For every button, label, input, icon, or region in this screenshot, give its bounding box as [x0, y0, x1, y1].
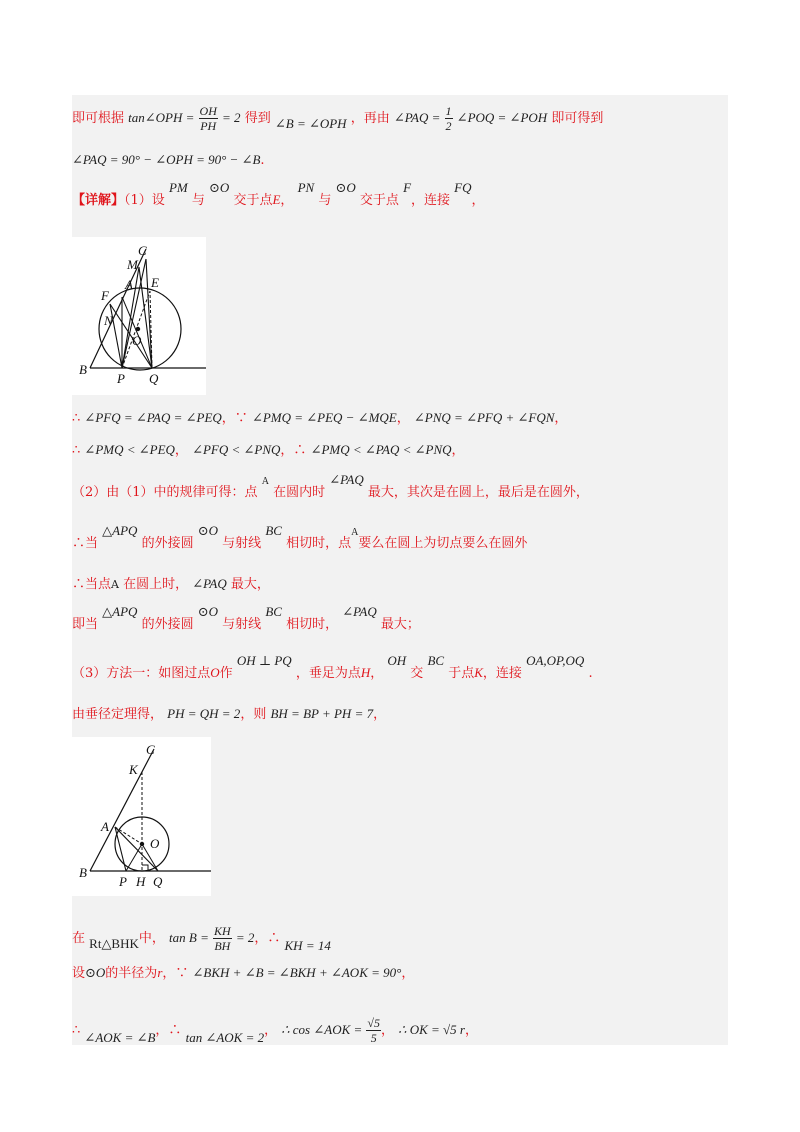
text: 于点 — [448, 666, 475, 681]
text: ，∵ — [162, 966, 189, 981]
text: ， — [280, 193, 294, 208]
text: （1）设 — [124, 193, 165, 208]
text: 相切时，点 — [286, 536, 352, 551]
text-line-3 — [72, 180, 728, 209]
text: ，连接 — [482, 666, 522, 681]
text: ，∴ — [280, 443, 307, 458]
text: 由垂径定理得， — [72, 707, 164, 722]
math: KH = 14 — [284, 938, 331, 953]
text: ， — [370, 666, 384, 681]
text: （2）由（1）中的规律可得：点 — [72, 485, 258, 500]
math: ⊙O — [85, 965, 106, 980]
math: ∠POQ = ∠POH — [456, 110, 548, 125]
math: BC — [265, 523, 282, 538]
text-line-13 — [72, 965, 728, 982]
text: ， — [396, 411, 410, 426]
text: ，垂足为点 — [295, 666, 361, 681]
text: 最大， — [230, 577, 270, 592]
label-h: H — [136, 874, 146, 889]
label-a: A — [125, 277, 133, 292]
label-c: C — [146, 742, 155, 757]
text: 得到 — [244, 111, 271, 126]
label-c: C — [138, 243, 147, 258]
text: 在圆上时， — [123, 577, 189, 592]
math: A — [351, 527, 359, 538]
text: 在 — [72, 931, 86, 946]
text: ，∵ — [221, 411, 248, 426]
denominator: 2 — [445, 119, 452, 133]
math: ∠PFQ < ∠PNQ — [192, 442, 281, 457]
text: ，∴ — [254, 931, 281, 946]
text: 最大； — [380, 617, 420, 632]
text-line-12 — [72, 924, 728, 953]
text: . — [260, 153, 265, 168]
text-line-4 — [72, 410, 728, 427]
label-f: F — [101, 288, 109, 303]
label-m: M — [127, 257, 138, 272]
text-line-11 — [72, 706, 728, 723]
text: 的半径为 — [105, 966, 158, 981]
text-line-8 — [72, 576, 728, 593]
denominator: 5 — [370, 1031, 377, 1045]
numerator: √5 — [367, 1016, 381, 1030]
text-line-14 — [72, 1016, 728, 1045]
text: ∴ — [72, 443, 81, 458]
text-line-2 — [72, 152, 728, 169]
text: 最大，其次是在圆上，最后是在圆外， — [367, 485, 589, 500]
math: ∠PMQ < ∠PEQ — [84, 442, 175, 457]
denominator: BH — [214, 939, 231, 953]
text: 设 — [72, 966, 86, 981]
math: OH — [387, 653, 407, 668]
text: ∴ — [72, 411, 81, 426]
math: E — [272, 192, 281, 207]
numerator: 1 — [445, 104, 452, 118]
text-line-5 — [72, 442, 728, 459]
text: 与 — [318, 193, 332, 208]
text: 即可得到 — [551, 111, 604, 126]
math: A — [111, 578, 119, 591]
label-o: O — [132, 333, 142, 348]
text: （3）方法一：如图过点 — [72, 666, 211, 681]
text: ∴ — [72, 1023, 81, 1038]
label-o: O — [150, 836, 160, 851]
label-n: N — [104, 313, 113, 328]
math: ∠B = ∠OPH — [274, 116, 347, 131]
math: K — [474, 665, 483, 680]
math: ⊙O — [197, 523, 219, 538]
text: ∴当 — [72, 536, 99, 551]
math: ∠PFQ = ∠PAQ = ∠PEQ — [84, 410, 222, 425]
text: 交 — [410, 666, 424, 681]
label-e: E — [151, 275, 159, 290]
figure-2-diagram — [72, 737, 211, 896]
text: ，连接 — [411, 193, 451, 208]
math: BC — [427, 653, 445, 668]
text-line-1 — [72, 104, 728, 133]
text: 的外接圆 — [141, 536, 194, 551]
text: 中， — [138, 931, 165, 946]
text-line-6 — [72, 472, 728, 502]
math: PH = QH = 2 — [167, 706, 241, 721]
math: ∠PNQ = ∠PFQ + ∠FQN — [413, 410, 555, 425]
math: ⊙O — [197, 604, 219, 619]
text: ∴当点 — [72, 577, 112, 592]
text-line-7 — [72, 523, 728, 553]
math: BC — [265, 604, 282, 619]
math: FQ — [454, 180, 472, 195]
label-b: B — [79, 865, 87, 880]
detail-tag: 【详解】 — [72, 193, 125, 208]
math: A — [261, 476, 269, 487]
math: r — [157, 965, 163, 980]
label-q: Q — [153, 874, 163, 889]
label-a: A — [101, 819, 109, 834]
figure-2 — [72, 737, 211, 896]
text: 要么在圆上为切点要么在圆外 — [358, 536, 528, 551]
fraction-sqrt5-5 — [366, 1016, 381, 1045]
math: ∴ cos ∠AOK = — [281, 1022, 363, 1037]
math: ∴ OK = √5 r — [398, 1022, 465, 1037]
math: tan B = — [169, 930, 209, 945]
fraction-kh-bh — [213, 924, 232, 953]
text-line-10 — [72, 653, 728, 682]
text: . — [588, 666, 593, 681]
text: 作 — [219, 666, 233, 681]
numerator: OH — [199, 104, 217, 118]
label-p: P — [117, 371, 125, 386]
math: = 2 — [235, 930, 255, 945]
text: ，再由 — [350, 111, 390, 126]
math: ∠AOK = ∠B — [84, 1030, 156, 1045]
math: ∠BKH + ∠B = ∠BKH + ∠AOK = 90° — [192, 965, 402, 980]
label-b: B — [79, 362, 87, 377]
text-line-9 — [72, 604, 728, 633]
label-p: P — [119, 874, 127, 889]
math: ⊙O — [335, 180, 356, 195]
text: ， — [264, 1023, 278, 1038]
math: tan ∠AOK = 2 — [185, 1030, 265, 1045]
math: △APQ — [102, 604, 138, 619]
text: ， — [381, 1023, 395, 1038]
math: tan∠OPH = — [128, 110, 195, 125]
label-k: K — [129, 762, 138, 777]
numerator: KH — [214, 924, 231, 938]
math: ∠PAQ — [342, 604, 377, 619]
text: 相切时， — [286, 617, 339, 632]
text: 与 — [191, 193, 205, 208]
math: F — [403, 180, 412, 195]
math: ∠PMQ < ∠PAQ < ∠PNQ — [310, 442, 452, 457]
math: OH ⊥ PQ — [236, 653, 292, 668]
figure-1 — [72, 237, 206, 395]
text: ， — [451, 443, 465, 458]
math: PN — [297, 180, 315, 195]
text: 即当 — [72, 617, 99, 632]
text: 与射线 — [222, 617, 262, 632]
math: △APQ — [102, 523, 138, 538]
math: ∠PMQ = ∠PEQ − ∠MQE — [251, 410, 397, 425]
math: ∠PAQ = — [393, 110, 441, 125]
math: BH = BP + PH = 7 — [270, 706, 374, 721]
text: 与射线 — [222, 536, 262, 551]
figure-1-diagram — [72, 237, 206, 395]
math: OA,OP,OQ — [526, 653, 585, 668]
text: ， — [554, 411, 568, 426]
math: Rt△BHK — [89, 936, 139, 951]
label-q: Q — [149, 371, 159, 386]
math: ∠PAQ — [192, 576, 227, 591]
text: 在圆内时 — [273, 485, 326, 500]
text: 即可根据 — [72, 111, 125, 126]
math: ∠PAQ — [329, 472, 364, 487]
text: ， — [464, 1023, 478, 1038]
math: PM — [168, 180, 188, 195]
text: ， — [174, 443, 188, 458]
text: ， — [373, 707, 387, 722]
text: 交于点 — [359, 193, 399, 208]
text: 的外接圆 — [141, 617, 194, 632]
fraction-oh-ph — [199, 104, 218, 133]
text: 交于点 — [233, 193, 273, 208]
math: H — [360, 665, 371, 680]
fraction-half — [445, 104, 453, 133]
text: ， — [471, 193, 485, 208]
math: = 2 — [222, 110, 241, 125]
math: ∠PAQ = 90° − ∠OPH = 90° − ∠B — [72, 152, 261, 167]
text: ，则 — [240, 707, 267, 722]
denominator: PH — [200, 119, 217, 133]
text: ，∴ — [155, 1023, 182, 1038]
math: ⊙O — [209, 180, 230, 195]
text: ， — [401, 966, 415, 981]
math: O — [210, 665, 220, 680]
